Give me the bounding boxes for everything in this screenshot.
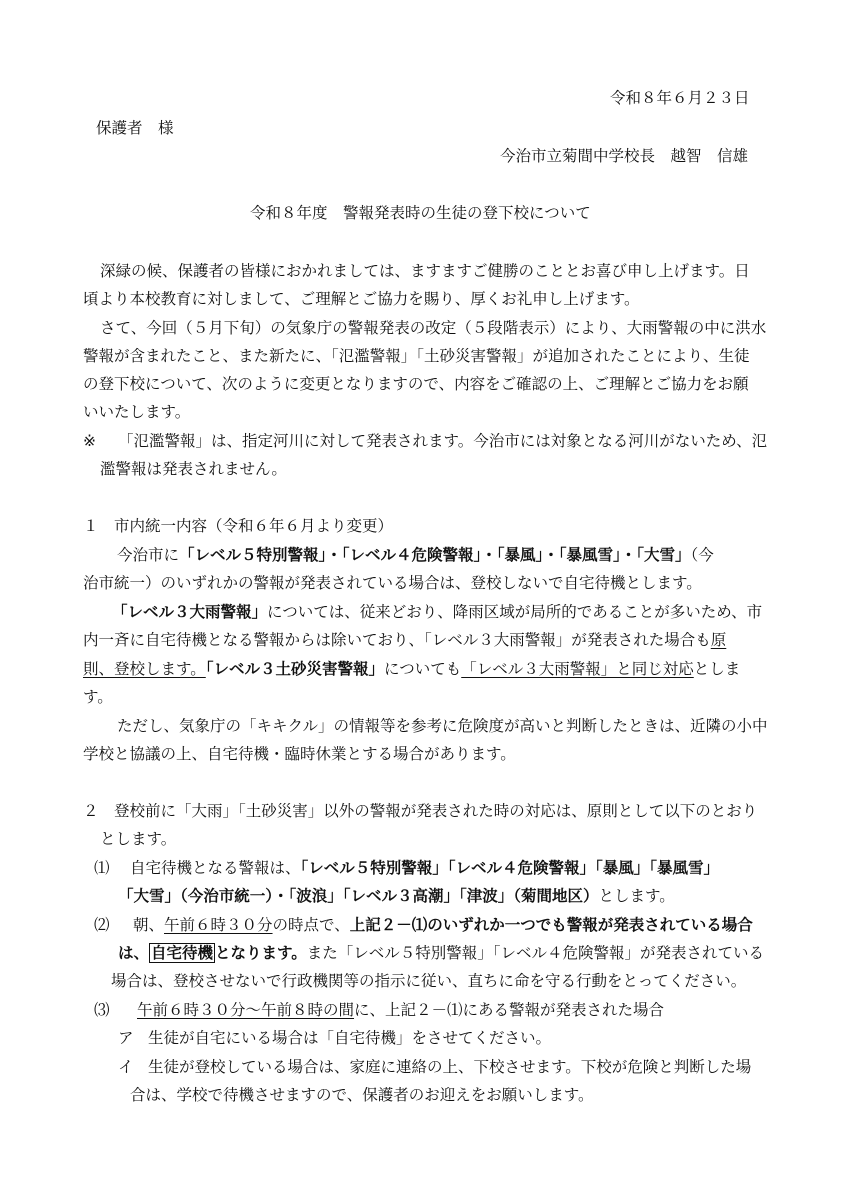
item-number: ⑴ bbox=[94, 859, 110, 877]
section-1-line bbox=[83, 630, 726, 650]
intro-line: 警報が含まれたこと、また新たに、「氾濫警報」「土砂災害警報」が追加されたことにより、生徒 bbox=[83, 347, 750, 365]
bold-condition: 上記２－⑴のいずれか一つでも警報が発表されている場合 bbox=[349, 916, 753, 934]
bold-text: となります。 bbox=[215, 944, 307, 962]
section-1-line: ただし、気象庁の「キキクル」の情報等を参考に危険度が高いと判断したときは、近隣の小中 bbox=[117, 717, 768, 735]
item-2-line bbox=[118, 943, 764, 963]
landslide-warning-bold: 「レベル３土砂災害警報」 bbox=[205, 660, 385, 678]
text: また「レベル５特別警報」「レベル４危険警報」が発表されている bbox=[306, 944, 765, 962]
item-number: ⑵ bbox=[94, 916, 110, 934]
text: 内一斉に自宅待機となる警報からは除いており、「レベル３大雨警報」が発表された場合も bbox=[83, 631, 711, 649]
section-1-heading: １ 市内統一内容（令和６年６月より変更） bbox=[83, 517, 394, 535]
note-mark: ※ bbox=[83, 432, 96, 450]
item-1-line bbox=[118, 886, 675, 906]
text: については、従来どおり、降雨区域が局所的であることが多いため、市 bbox=[267, 603, 763, 621]
sub-mark: イ bbox=[118, 1058, 134, 1076]
bold-text: は、 bbox=[118, 944, 150, 962]
boxed-home-standby: 自宅待機 bbox=[151, 944, 214, 962]
underlined-text: 則、登校します。 bbox=[83, 660, 206, 678]
intro-line: さて、今回（５月下旬）の気象庁の警報発表の改定（５段階表示）により、大雨警報の中に洪水 bbox=[100, 319, 767, 337]
sub-item-i: 生徒が登校している場合は、家庭に連絡の上、下校させます。下校が危険と判断した場 bbox=[148, 1058, 752, 1076]
text: に、上記２－⑴にある警報が発表された場合 bbox=[354, 1001, 665, 1019]
warning-list-bold: 「レベル５特別警報」・「レベル４危険警報」・「暴風」・「暴風雪」・「大雪」 bbox=[179, 546, 691, 564]
note-line: 濫警報は発表されません。 bbox=[100, 460, 287, 478]
text: （今 bbox=[690, 546, 714, 564]
document-date: 令和８年６月２３日 bbox=[610, 89, 750, 107]
sender: 今治市立菊間中学校長 越智 信雄 bbox=[500, 147, 749, 165]
warning-list-bold: 「レベル５特別警報」「レベル４危険警報」「暴風」「暴風雪」 bbox=[300, 859, 720, 877]
intro-line: いいたします。 bbox=[83, 403, 191, 421]
heavy-rain-warning-bold: 「レベル３大雨警報」 bbox=[112, 603, 268, 621]
text: 朝、 bbox=[133, 916, 165, 934]
item-2-line bbox=[133, 915, 753, 935]
underlined-text: 「レベル３大雨警報」と同じ対応 bbox=[461, 660, 694, 678]
item-number: ⑶ bbox=[94, 1001, 110, 1019]
section-1-line bbox=[117, 545, 714, 565]
intro-line: 深緑の候、保護者の皆様におかれましては、ますますご健勝のこととお喜び申し上げます。日 bbox=[100, 262, 750, 280]
sub-item-i: 合は、学校で待機させますので、保護者のお迎えをお願いします。 bbox=[130, 1086, 594, 1104]
underlined-time: 午前６時３０分～午前８時の間 bbox=[137, 1001, 355, 1019]
text: としま bbox=[693, 660, 741, 678]
intro-line: 頃より本校教育に対しまして、ご理解とご協力を賜り、厚くお礼申し上げます。 bbox=[83, 290, 640, 308]
text: 自宅待機となる警報は、 bbox=[130, 859, 301, 877]
sub-mark: ア bbox=[118, 1029, 134, 1047]
underlined-text: 原 bbox=[710, 631, 727, 649]
section-2-heading: ２ 登校前に「大雨」「土砂災害」以外の警報が発表された時の対応は、原則として以下のとおり bbox=[83, 802, 758, 820]
section-2-heading: とします。 bbox=[100, 830, 177, 848]
document-title: 令和８年度 警報発表時の生徒の登下校について bbox=[250, 204, 591, 222]
section-1-line bbox=[83, 659, 740, 679]
warning-list-bold: 「大雪」（今治市統一）・「波浪」「レベル３高潮」「津波」（菊間地区） bbox=[118, 887, 599, 905]
note-line: 「氾濫警報」は、指定河川に対して発表されます。今治市には対象となる河川がないため、氾 bbox=[118, 432, 768, 450]
text: とします。 bbox=[598, 887, 675, 905]
underlined-time: 午前６時３０分 bbox=[164, 916, 273, 934]
section-1-line: 治市統一）のいずれかの警報が発表されている場合は、登校しないで自宅待機とします。 bbox=[83, 574, 702, 592]
item-2-line: 場合は、登校させないで行政機関等の指示に従い、直ちに命を守る行動をとってください。 bbox=[111, 972, 747, 990]
section-1-line: す。 bbox=[83, 688, 113, 706]
item-3-line bbox=[137, 1000, 664, 1020]
section-1-line bbox=[112, 602, 762, 622]
text: についても bbox=[384, 660, 462, 678]
text: の時点で、 bbox=[272, 916, 350, 934]
addressee: 保護者 様 bbox=[96, 119, 174, 137]
text: 今治市に bbox=[117, 546, 180, 564]
item-1-line bbox=[130, 858, 719, 878]
section-1-line: 学校と協議の上、自宅待機・臨時休業とする場合があります。 bbox=[83, 745, 516, 763]
intro-line: の登下校について、次のように変更となりますので、内容をご確認の上、ご理解とご協力をお願 bbox=[83, 375, 749, 393]
sub-item-a: 生徒が自宅にいる場合は「自宅待機」をさせてください。 bbox=[148, 1029, 552, 1047]
